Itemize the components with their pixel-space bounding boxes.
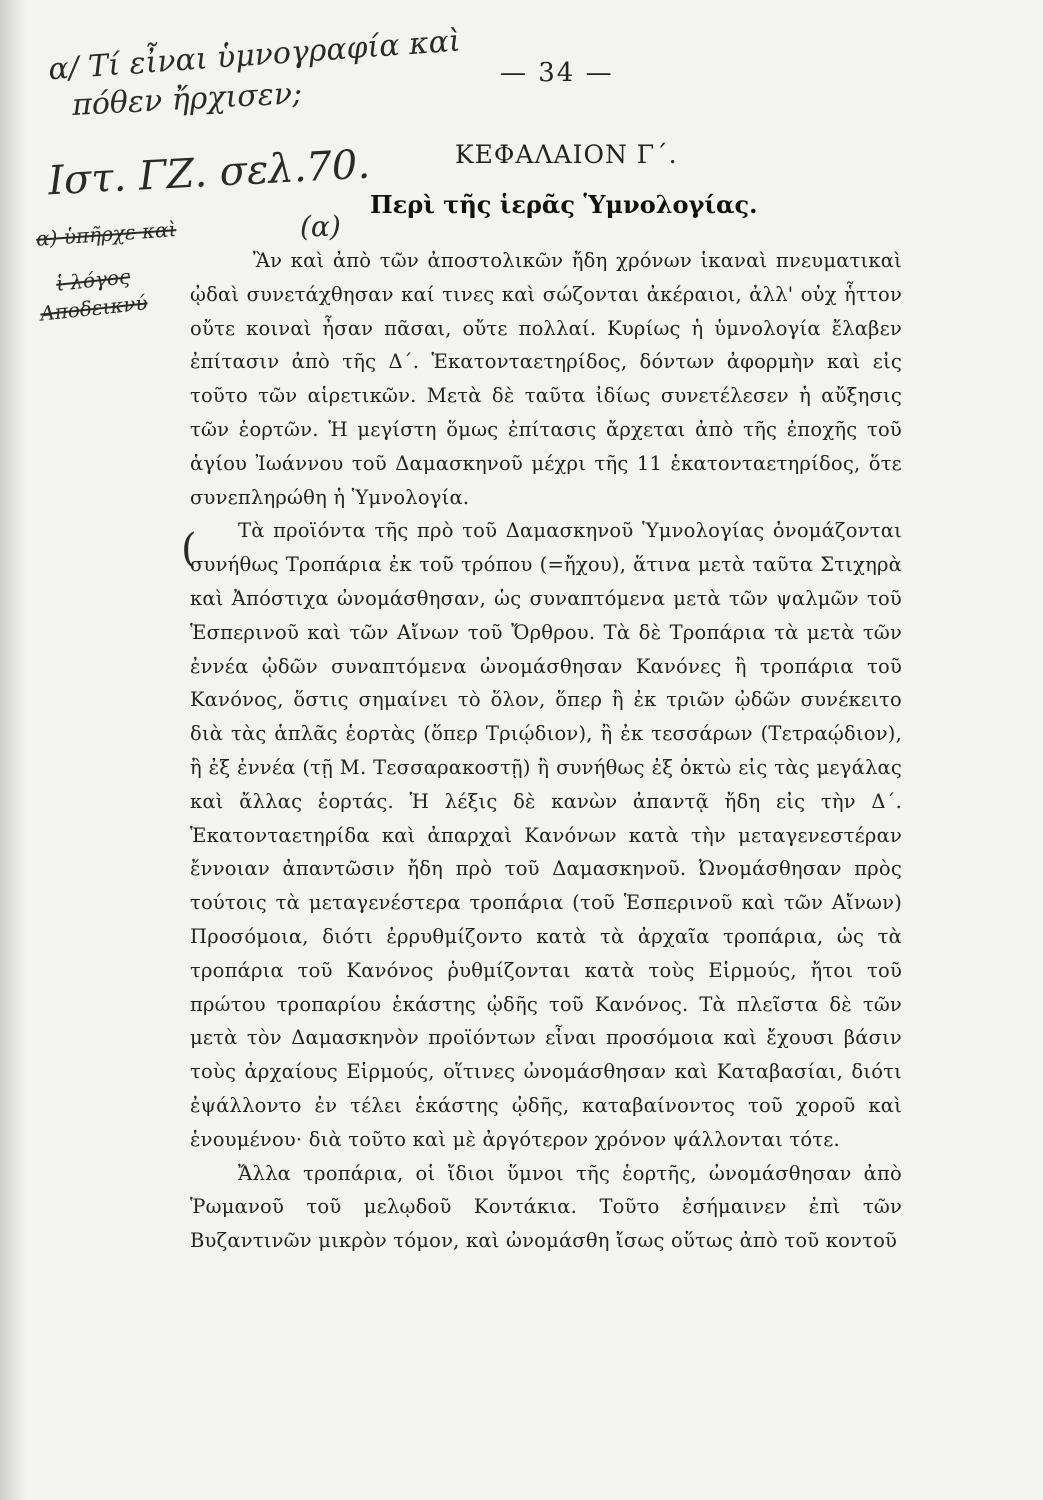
handwritten-note-line2: πόθεν ἤρχισεν;: [71, 76, 303, 123]
chapter-title: ΚΕΦΑΛΑΙΟΝ Γ΄.: [455, 140, 678, 169]
binding-shadow: [0, 0, 26, 1500]
section-title: Περὶ τῆς ἱερᾶς Ὑμνολογίας.: [370, 190, 758, 219]
handwritten-bracket: (: [181, 526, 197, 572]
handwritten-strike-2: ἱ λόγος: [54, 264, 132, 296]
page-number: — 34 —: [500, 58, 614, 88]
handwritten-reference: Ιστ. ΓΖ. σελ.70.: [47, 141, 372, 205]
paragraph-1: Ἂν καὶ ἀπὸ τῶν ἀποστολικῶν ἤδη χρόνων ἱκαναὶ πνευματικαὶ ᾠδαὶ συνετάχθησαν καί τινες καὶ σώζονται ἀκέραιοι, ἀλλ' οὐχ ἧττον οὔτε κοιναὶ ἦσαν πᾶσαι, οὔτε πολλαί. Κυρίως ἡ ὑμνολογία ἔλαβεν ἐπίτασιν ἀπὸ τῆς Δ΄. Ἑκατονταετηρίδος, δόντων ἀφορμὴν καὶ εἰς τοῦτο τῶν αἱρετικῶν. Μετὰ δὲ ταῦτα ἰδίως συνετέλεσεν ἡ αὔξησις τῶν ἑορτῶν. Ἡ μεγίστη ὅμως ἐπίτασις ἄρχεται ἀπὸ τῆς ἐποχῆς τοῦ ἁγίου Ἰωάννου τοῦ Δαμασκηνοῦ μέχρι τῆς 11 ἑκατονταετηρίδος, ὅτε συνεπληρώθη ἡ Ὑμνολογία.: [190, 249, 902, 509]
paragraph-3: Ἄλλα τροπάρια, οἱ ἴδιοι ὕμνοι τῆς ἑορτῆς, ὠνομάσθησαν ἀπὸ Ῥωμανοῦ τοῦ μελῳδοῦ Κοντάκια. Τοῦτο ἐσήμαινεν ἐπὶ τῶν Βυζαντινῶν μικρὸν τόμον, καὶ ὠνομάσθη ἴσως οὕτως ἀπὸ τοῦ κοντοῦ: [190, 1161, 902, 1253]
handwritten-strike-1: α) ὑπῆρχε καὶ: [35, 217, 178, 251]
body-text: [190, 244, 902, 1258]
paragraph-2: Τὰ προϊόντα τῆς πρὸ τοῦ Δαμασκηνοῦ Ὑμνολογίας ὀνομάζονται συνήθως Τροπάρια ἐκ τοῦ τρόπου (=ἤχου), ἅτινα μετὰ ταῦτα Στιχηρὰ καὶ Ἀπόστιχα ὠνομάσθησαν, ὡς συναπτόμενα μετὰ τῶν ψαλμῶν τοῦ Ἑσπερινοῦ καὶ τῶν Αἴνων τοῦ Ὄρθρου. Τὰ δὲ Τροπάρια τὰ μετὰ τῶν ἐννέα ᾠδῶν συναπτόμενα ὠνομάσθησαν Κανόνες ἢ τροπάρια τοῦ Κανόνος, ὅστις σημαίνει τὸ ὅλον, ὅπερ ἢ ἐκ τριῶν ᾠδῶν συνέκειτο διὰ τὰς ἁπλᾶς ἑορτὰς (ὅπερ Τριῴδιον), ἢ ἐκ τεσσάρων (Τετραῴδιον), ἢ ἐξ ἐννέα (τῇ Μ. Τεσσαρακοστῇ) ἢ συνήθως ἐξ ὀκτὼ εἰς τὰς μεγάλας καὶ ἄλλας ἑορτάς. Ἡ λέξις δὲ κανὼν ἀπαντᾷ ἤδη εἰς τὴν Δ΄. Ἑκατονταετηρίδα καὶ ἀπαρχαὶ Κανόνων κατὰ τὴν μεταγενεστέραν ἔννοιαν ἀπαντῶσιν ἤδη πρὸ τοῦ Δαμασκηνοῦ. Ὠνομάσθησαν πρὸς τούτοις τὰ μεταγενέστερα τροπάρια (τοῦ Ἑσπερινοῦ καὶ τῶν Αἴνων) Προσόμοια, διότι ἐρρυθμίζοντο κατὰ τὰ ἀρχαῖα τροπάρια, ὡς τὰ τροπάρια τοῦ Κανόνος ῥυθμίζονται κατὰ τοὺς Εἱρμούς, ἤτοι τοῦ πρώτου τροπαρίου ἑκάστης ᾠδῆς τοῦ Κανόνος. Τὰ πλεῖστα δὲ τῶν μετὰ τὸν Δαμασκηνὸν προϊόντων εἶναι προσόμοια καὶ ἔχουσι βάσιν τοὺς ἀρχαίους Εἱρμούς, οἵτινες ὠνομάσθησαν καὶ Καταβασίαι, διότι ἐψάλλοντο ἐν τέλει ἑκάστης ᾠδῆς, καταβαίνοντος τοῦ χοροῦ καὶ ἑνουμένου· διὰ τοῦτο καὶ μὲ ἀργότερον χρόνον ψάλλονται τότε.: [190, 519, 902, 1151]
handwritten-note-line1: α/ Τί εἶναι ὑμνογραφία καὶ: [47, 23, 462, 88]
handwritten-marker: (α): [300, 210, 341, 243]
handwritten-strike-3: Αποδεικνύ: [39, 290, 149, 326]
